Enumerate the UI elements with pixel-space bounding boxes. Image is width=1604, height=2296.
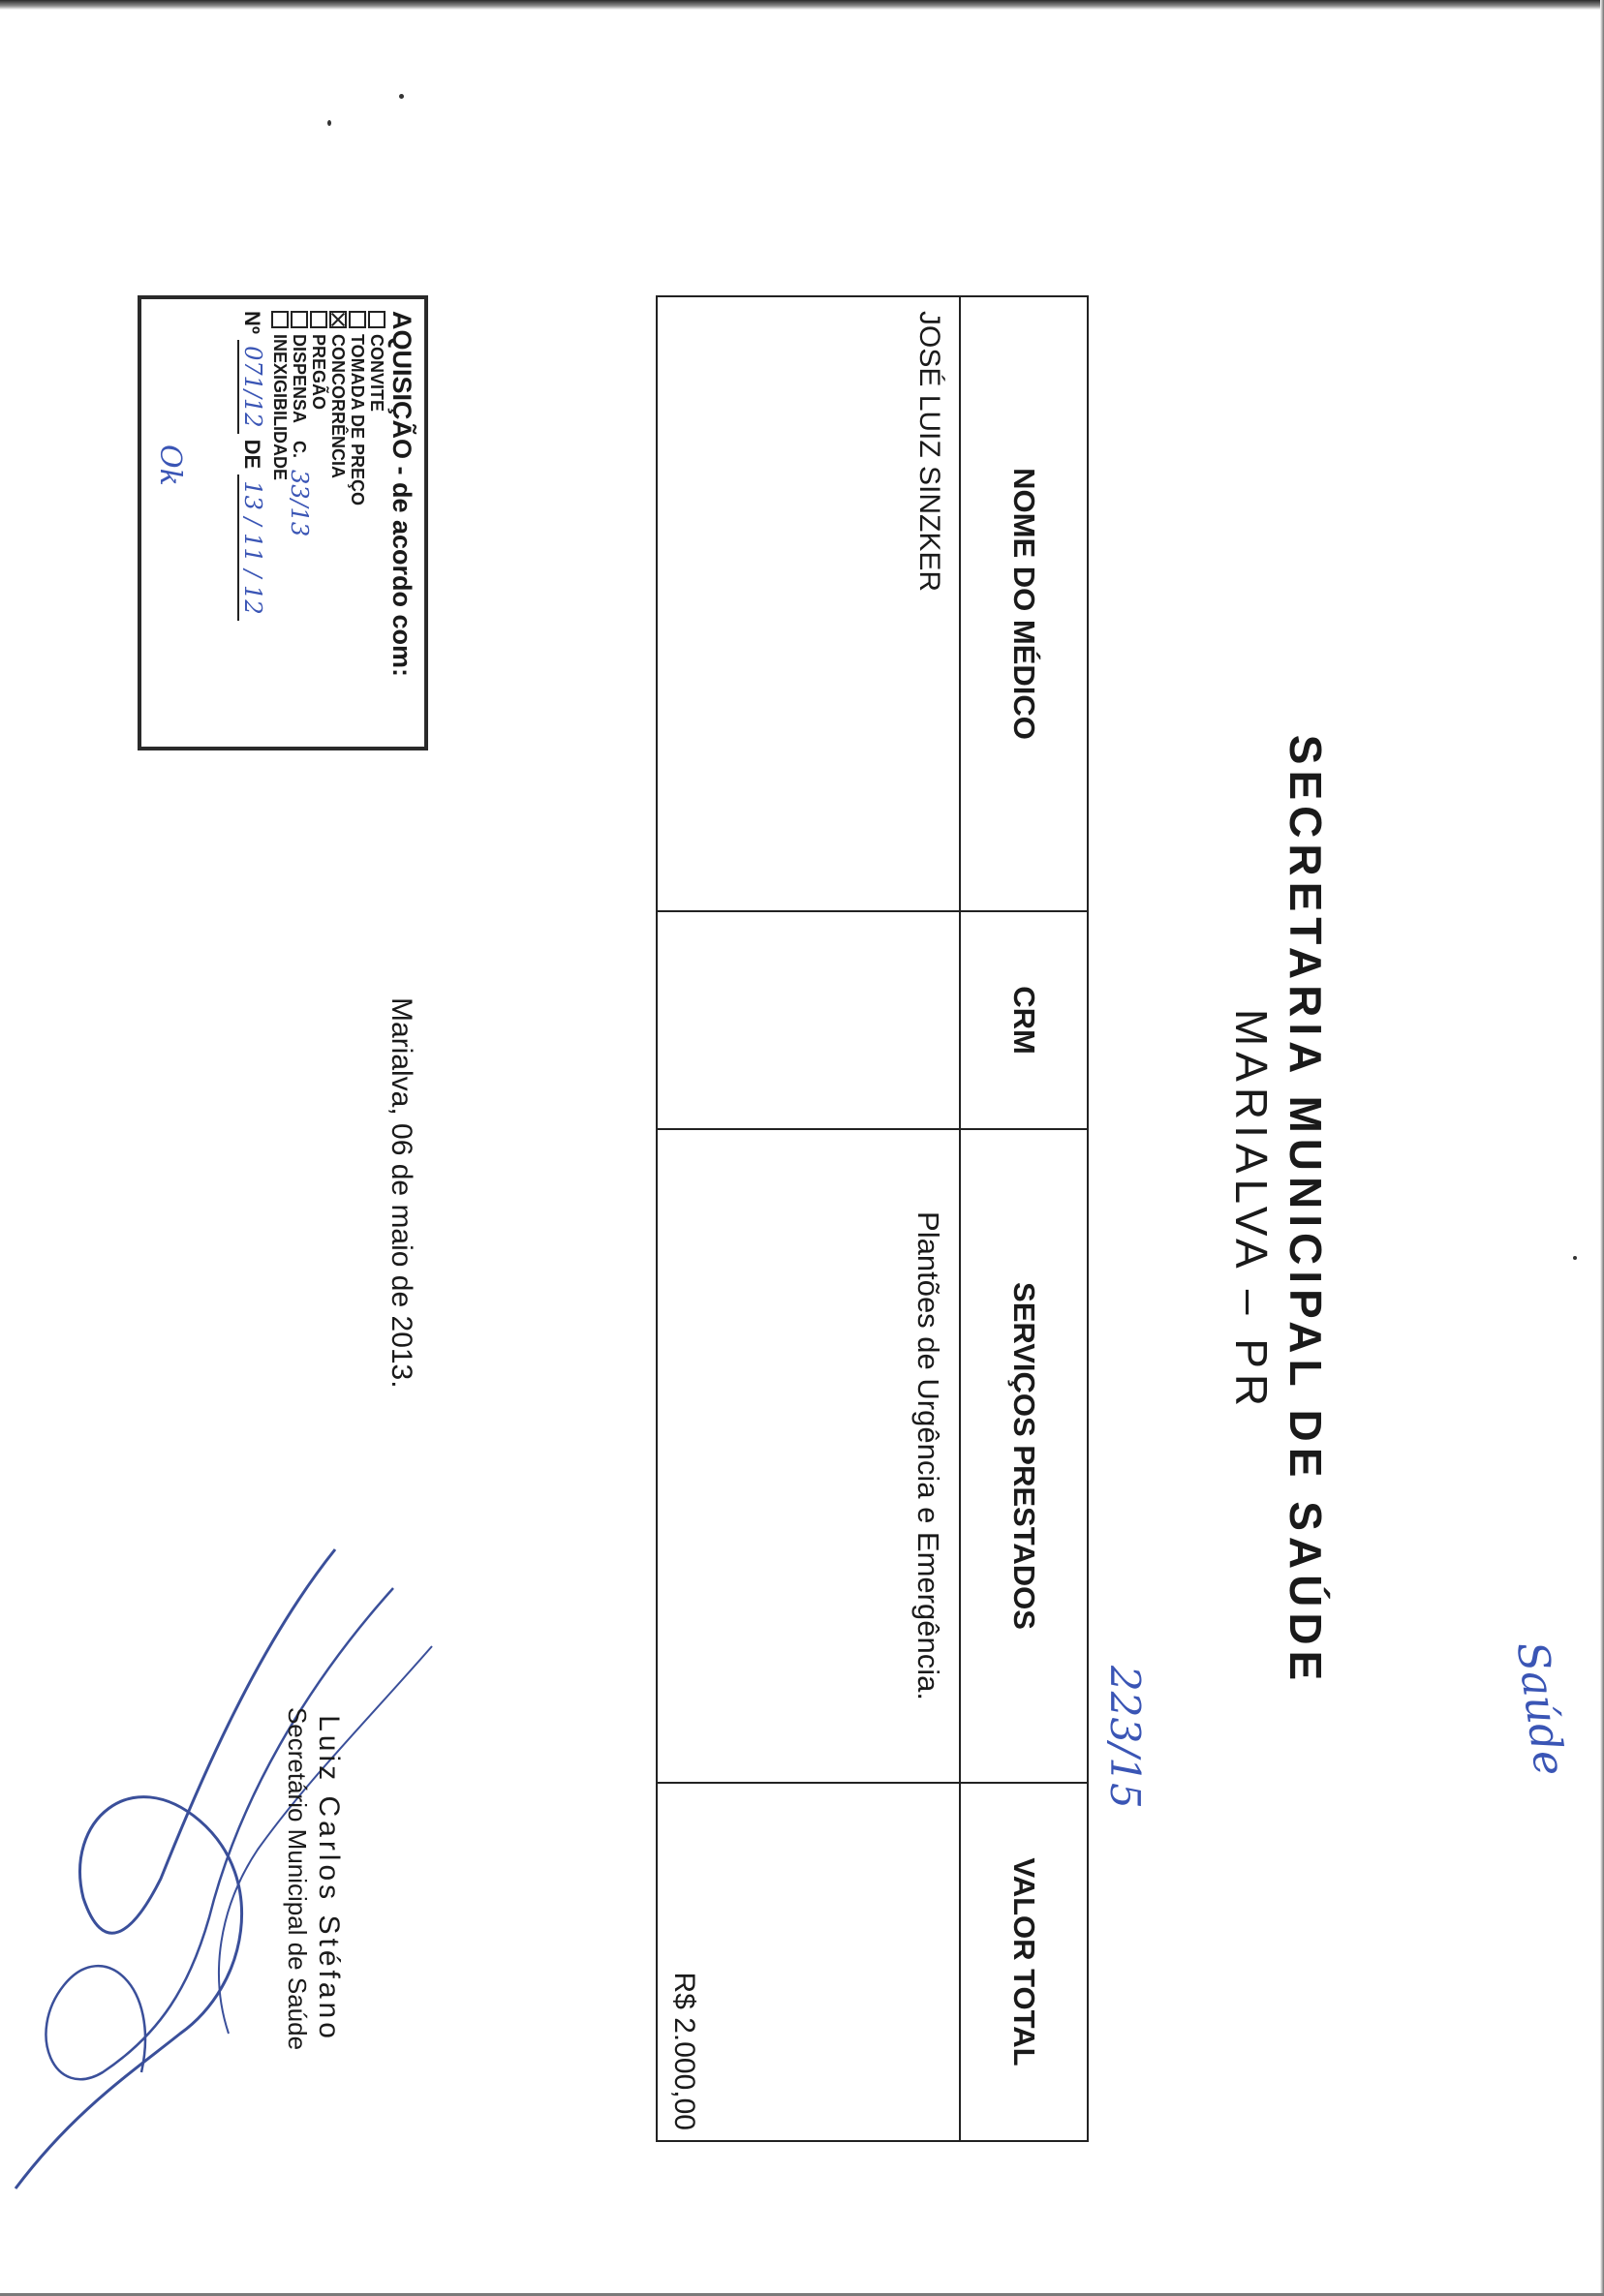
stamp-initials: Ok	[153, 444, 187, 486]
signer-name: Luiz Carlos Stéfano	[313, 1715, 345, 2042]
checkbox-icon	[291, 311, 308, 328]
handwritten-note: Saúde	[1506, 1638, 1575, 1779]
checkbox-icon	[349, 311, 366, 328]
checkbox-icon	[310, 311, 327, 328]
signature-block	[282, 1646, 345, 2111]
signature-scribble	[0, 1530, 451, 2208]
signer-role: Secretário Municipal de Saúde	[283, 1706, 312, 2051]
column-header-crm: CRM	[960, 911, 1088, 1129]
stamp-date-label: DE	[240, 439, 264, 470]
total-value-cell: R$ 2.000,00	[657, 1783, 960, 2141]
header-subtitle: MARIALVA – PR	[1226, 1008, 1277, 1413]
acquisition-stamp	[138, 295, 428, 750]
handwritten-reference-number: 223/15	[1101, 1666, 1149, 1809]
document-header	[1224, 581, 1333, 1840]
stamp-option-concorrencia	[328, 311, 348, 735]
stamp-c-value: 33/13	[286, 470, 313, 537]
date-line: Marialva, 06 de maio de 2013.	[386, 997, 417, 1389]
stamp-number-value: 071/12	[237, 340, 266, 433]
stamp-option-tomada-de-preco	[348, 311, 367, 735]
table-header-row	[960, 296, 1088, 2141]
stamp-option-label: CONVITE	[367, 334, 386, 413]
stamp-c-label: C.	[290, 441, 309, 459]
column-header-total: VALOR TOTAL	[960, 1783, 1088, 2141]
stamp-number-row	[239, 311, 266, 735]
services-table	[656, 295, 1089, 2142]
header-title: SECRETARIA MUNICIPAL DE SAÚDE	[1280, 734, 1331, 1687]
stamp-option-dispensa	[286, 311, 313, 735]
column-header-doctor: NOME DO MÉDICO	[960, 296, 1088, 911]
checked-checkbox-icon	[329, 311, 347, 328]
service-cell: Plantões de Urgência e Emergência.	[657, 1129, 960, 1783]
stamp-option-label: CONCORRÊNCIA	[328, 334, 348, 479]
stamp-option-label: DISPENSA	[290, 334, 309, 424]
crm-cell	[657, 911, 960, 1129]
column-header-services: SERVIÇOS PRESTADOS	[960, 1129, 1088, 1783]
doctor-name-cell: JOSÉ LUIZ SINZKER	[657, 296, 960, 911]
table-row	[657, 296, 960, 2141]
stamp-option-convite	[367, 311, 386, 735]
stamp-number-label: Nº	[240, 311, 264, 334]
stamp-date-value: 13 / 11 / 12	[237, 475, 266, 620]
checkbox-icon	[271, 311, 289, 328]
stamp-title: AQUISIÇÃO - de acordo com:	[387, 311, 416, 678]
stamp-option-label: PREGÃO	[309, 334, 328, 411]
stamp-option-label: TOMADA DE PREÇO	[348, 334, 367, 506]
checkbox-icon	[368, 311, 386, 328]
stamp-option-label: INEXIGIBILIDADE	[270, 334, 290, 481]
